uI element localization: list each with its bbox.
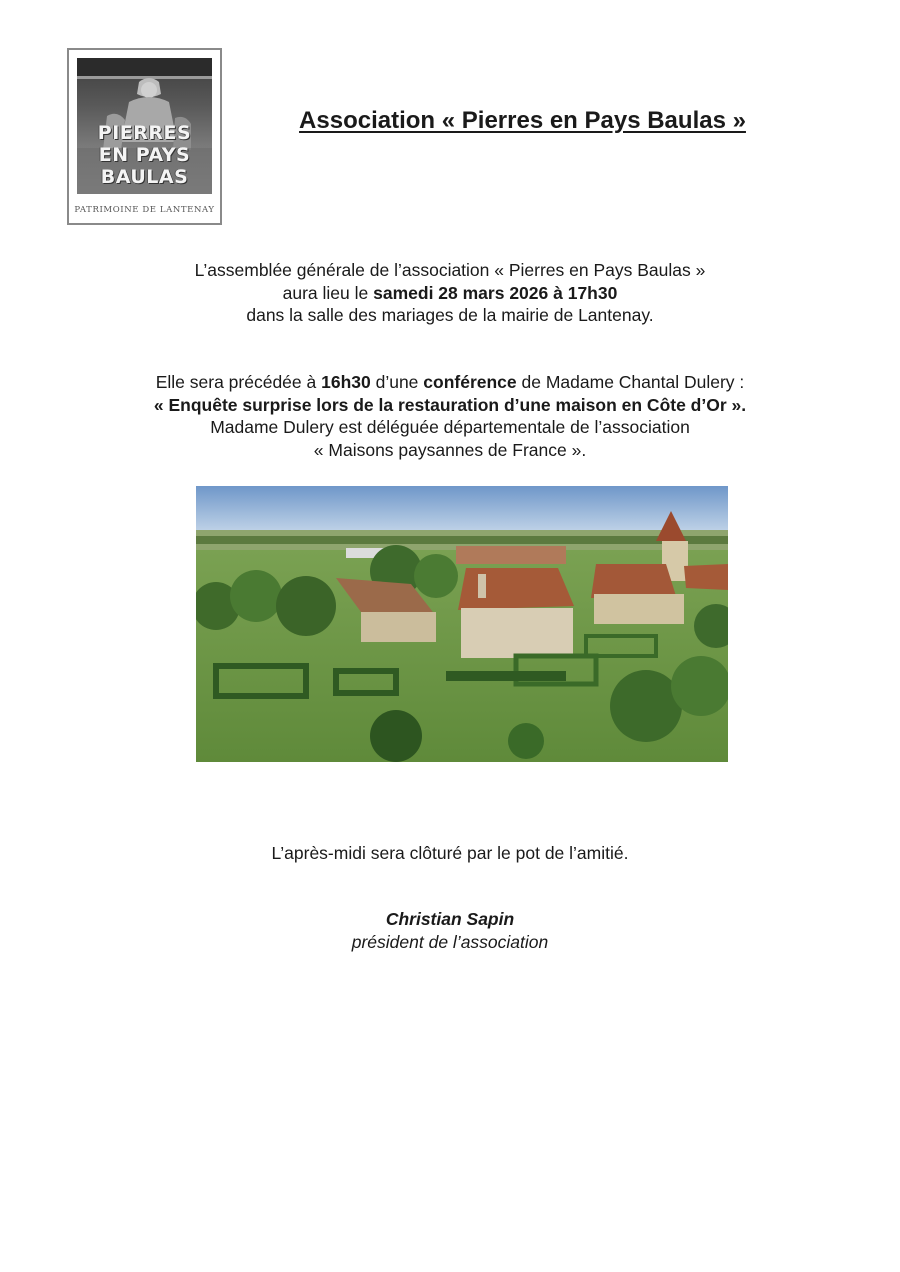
- assembly-line-2: [0, 282, 900, 305]
- conference-line-1: [0, 371, 900, 394]
- logo-word-3: BAULAS: [100, 166, 189, 188]
- page-title: Association « Pierres en Pays Baulas »: [299, 107, 746, 134]
- logo-photo: [77, 58, 212, 194]
- logo-caption: PATRIMOINE DE LANTENAY: [74, 205, 215, 215]
- signature-role: président de l’association: [351, 931, 549, 952]
- conference-line-1-c: de Madame Chantal Dulery :: [516, 372, 745, 392]
- conference-time: 16h30: [321, 372, 371, 392]
- assembly-line-1: L’assemblée générale de l’association « Pierres en Pays Baulas »: [194, 260, 706, 280]
- logo-word-1: PIERRES: [97, 122, 192, 144]
- assembly-date: samedi 28 mars 2026 à 17h30: [373, 282, 618, 303]
- conference-line-1-a: Elle sera précédée à: [155, 372, 322, 392]
- assembly-line-3: dans la salle des mariages de la mairie de Lantenay.: [246, 305, 654, 325]
- assembly-paragraph: [0, 259, 900, 327]
- village-photo-icon: [196, 486, 728, 762]
- village-aerial-photo: [196, 486, 728, 762]
- closing-text: L’après-midi sera clôturé par le pot de l’amitié.: [271, 843, 629, 863]
- signature-block: [0, 908, 900, 953]
- assembly-line-2-prefix: aura lieu le: [282, 282, 374, 303]
- conference-paragraph: [0, 371, 900, 461]
- conference-line-1-b: d’une: [370, 372, 424, 392]
- conference-line-3: Madame Dulery est déléguée départementale de l’association: [210, 417, 690, 437]
- logo-word-2: EN PAYS: [98, 144, 191, 166]
- association-logo: [67, 48, 222, 225]
- conference-title: « Enquête surprise lors de la restauration d’une maison en Côte d’Or ».: [153, 394, 747, 415]
- conference-word: conférence: [423, 372, 517, 392]
- signature-name: Christian Sapin: [385, 909, 515, 929]
- conference-line-4: « Maisons paysannes de France ».: [313, 439, 587, 460]
